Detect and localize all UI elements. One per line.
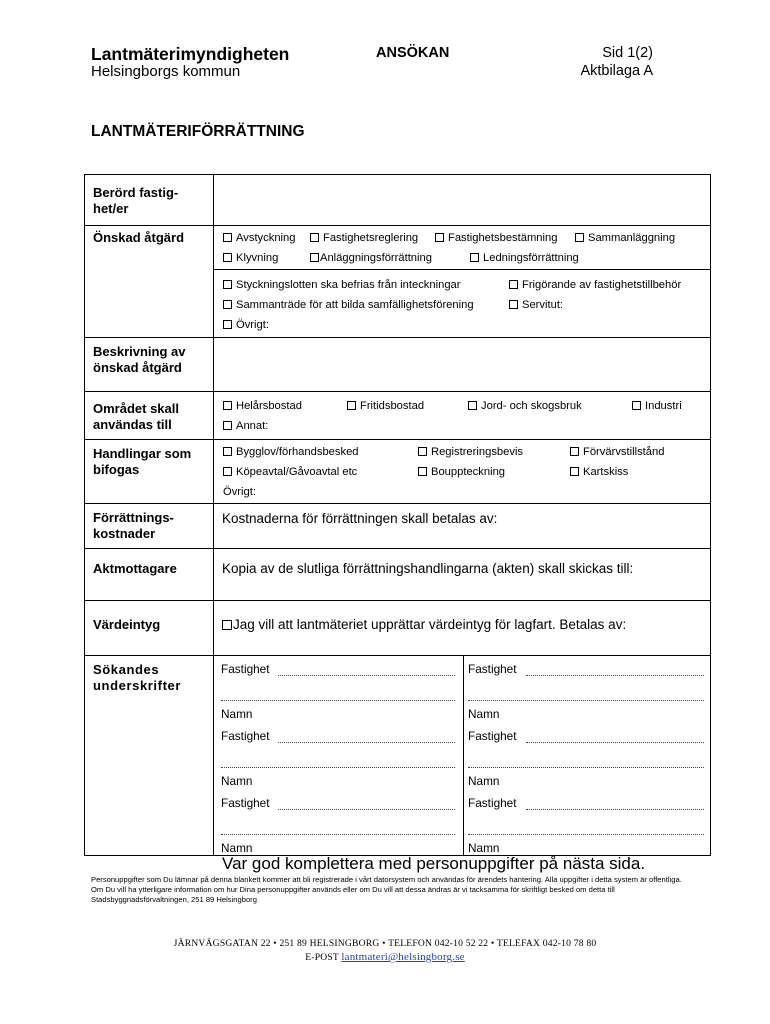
label-ovrigt-documents: Övrigt: — [223, 486, 256, 498]
signature-property-line[interactable] — [526, 742, 704, 743]
checkbox-icon — [223, 280, 232, 289]
checkbox-bouppteckning[interactable]: Bouppteckning — [418, 466, 505, 479]
signature-property-line[interactable] — [278, 742, 455, 743]
checkbox-icon — [347, 401, 356, 410]
checkbox-icon — [223, 467, 232, 476]
signature-line[interactable] — [468, 700, 704, 701]
checkbox-fastighetsbestamning[interactable]: Fastighetsbestämning — [435, 232, 557, 245]
checkbox-frigorande[interactable]: Frigörande av fastighetstillbehör — [509, 279, 681, 292]
footer-email-link[interactable]: lantmateri@helsingborg.se — [341, 951, 465, 963]
checkbox-icon — [223, 447, 232, 456]
checkbox-helarsbostad[interactable]: Helårsbostad — [223, 400, 302, 413]
footer-email-label: E-POST — [305, 952, 339, 963]
row-divider — [85, 503, 710, 504]
checkbox-icon — [223, 421, 232, 430]
checkbox-industri[interactable]: Industri — [632, 400, 682, 413]
signature-name-label: Namn — [468, 774, 500, 788]
checkbox-avstyckning[interactable]: Avstyckning — [223, 232, 296, 245]
checkbox-anlaggning[interactable]: Anläggningsförrättning — [310, 252, 432, 265]
row-divider — [85, 225, 710, 226]
signature-line[interactable] — [221, 700, 455, 701]
signature-line[interactable] — [468, 767, 704, 768]
checkbox-icon — [632, 401, 641, 410]
label-column-divider — [213, 175, 214, 855]
footer-email-line — [0, 951, 770, 963]
municipality: Helsingborgs kommun — [91, 63, 241, 80]
checkbox-icon — [310, 253, 319, 262]
privacy-text: Personuppgifter som Du lämnar på denna blankett kommer att bli registrerade i vårt datorsystem och användas för ärendets hantering. Alla uppgifter i detta system är offentliga. Om Du vill ha ytterligare information om hur Dina personuppgifter används eller om Du vill att dessa ändras är vi tacksamma för skriftligt besked om detta till Stadsbyggnadsförvaltningen, 251 89 Helsingborg — [91, 875, 682, 904]
signature-property-label: Fastighet — [221, 662, 270, 676]
org-name: Lantmäterimyndigheten — [91, 44, 290, 64]
checkbox-sammanlaggning[interactable]: Sammanläggning — [575, 232, 675, 245]
checkbox-styckningslott[interactable]: Styckningslotten ska befrias från inteckningar — [223, 279, 461, 292]
signature-property-line[interactable] — [526, 809, 704, 810]
checkbox-klyvning[interactable]: Klyvning — [223, 252, 278, 265]
checkbox-icon — [222, 620, 232, 630]
application-form — [84, 174, 711, 856]
checkbox-icon — [223, 320, 232, 329]
signature-line[interactable] — [221, 767, 455, 768]
label-valuation: Värdeintyg — [93, 617, 161, 632]
valuation-checkbox[interactable]: Jag vill att lantmäteriet upprättar värdeintyg för lagfart. Betalas av: — [222, 617, 626, 632]
checkbox-icon — [575, 233, 584, 242]
signature-property-line[interactable] — [526, 675, 704, 676]
label-documents: Handlingar som bifogas — [93, 446, 192, 477]
checkbox-icon — [509, 280, 518, 289]
signature-property-line[interactable] — [278, 809, 455, 810]
checkbox-kartskiss[interactable]: Kartskiss — [570, 466, 628, 479]
signature-name-label: Namn — [468, 707, 500, 721]
checkbox-icon — [570, 467, 579, 476]
row-divider — [85, 337, 710, 338]
signature-property-label: Fastighet — [468, 662, 517, 676]
label-property: Berörd fastig-het/er — [93, 185, 179, 216]
signature-property-label: Fastighet — [221, 796, 270, 810]
checkbox-icon — [435, 233, 444, 242]
signature-name-label: Namn — [221, 707, 253, 721]
label-description: Beskrivning av önskad åtgärd — [93, 344, 186, 375]
checkbox-icon — [509, 300, 518, 309]
signature-line[interactable] — [468, 834, 704, 835]
checkbox-icon — [470, 253, 479, 262]
signature-property-label: Fastighet — [468, 796, 517, 810]
signature-property-line[interactable] — [278, 675, 455, 676]
label-costs: Förrättnings-kostnader — [93, 510, 174, 541]
signature-property-label: Fastighet — [468, 729, 517, 743]
checkbox-icon — [468, 401, 477, 410]
label-area: Området skall användas till — [93, 401, 179, 432]
checkbox-ovrigt-action[interactable]: Övrigt: — [223, 319, 269, 332]
checkbox-icon — [310, 233, 319, 242]
checkbox-bygglov[interactable]: Bygglov/förhandsbesked — [223, 446, 359, 459]
checkbox-icon — [570, 447, 579, 456]
signature-name-label: Namn — [221, 841, 253, 855]
checkbox-registreringsbevis[interactable]: Registreringsbevis — [418, 446, 523, 459]
label-recipient: Aktmottagare — [93, 561, 177, 576]
signature-column-divider — [463, 655, 464, 855]
checkbox-sammantrade[interactable]: Sammanträde för att bilda samfällighetsförening — [223, 299, 474, 312]
checkbox-fritidsbostad[interactable]: Fritidsbostad — [347, 400, 424, 413]
checkbox-icon — [223, 233, 232, 242]
completion-notice: Var god komplettera med personuppgifter på nästa sida. — [222, 854, 646, 873]
appendix-label: Aktbilaga A — [580, 63, 653, 79]
checkbox-annat[interactable]: Annat: — [223, 420, 268, 433]
doc-type: ANSÖKAN — [376, 45, 450, 61]
signature-name-label: Namn — [221, 774, 253, 788]
row-divider — [85, 548, 710, 549]
form-title: LANTMÄTERIFÖRRÄTTNING — [91, 123, 305, 140]
checkbox-jord-skog[interactable]: Jord- och skogsbruk — [468, 400, 582, 413]
label-signatures: Sökandes underskrifter — [93, 662, 181, 693]
checkbox-ledning[interactable]: Ledningsförrättning — [470, 252, 579, 265]
checkbox-servitut[interactable]: Servitut: — [509, 299, 563, 312]
checkbox-kopeavtal[interactable]: Köpeavtal/Gåvoavtal etc — [223, 466, 357, 479]
signature-line[interactable] — [221, 834, 455, 835]
costs-text: Kostnaderna för förrättningen skall betalas av: — [222, 511, 498, 526]
checkbox-icon — [418, 447, 427, 456]
label-action: Önskad åtgärd — [93, 230, 185, 245]
checkbox-fastighetsreglering[interactable]: Fastighetsreglering — [310, 232, 418, 245]
checkbox-icon — [223, 253, 232, 262]
checkbox-icon — [418, 467, 427, 476]
page-number: Sid 1(2) — [602, 45, 653, 61]
checkbox-icon — [223, 401, 232, 410]
row-divider — [85, 600, 710, 601]
row-divider — [213, 269, 710, 270]
row-divider — [85, 439, 710, 440]
recipient-text: Kopia av de slutliga förrättningshandlingarna (akten) skall skickas till: — [222, 561, 634, 576]
row-divider — [85, 655, 710, 656]
signature-name-label: Namn — [468, 841, 500, 855]
signature-property-label: Fastighet — [221, 729, 270, 743]
checkbox-icon — [223, 300, 232, 309]
checkbox-forvarvstillstand[interactable]: Förvärvstillstånd — [570, 446, 664, 459]
footer-address: JÄRNVÄGSGATAN 22 • 251 89 HELSINGBORG • TELEFON 042-10 52 22 • TELEFAX 042-10 78 80 — [173, 938, 597, 949]
row-divider — [85, 391, 710, 392]
